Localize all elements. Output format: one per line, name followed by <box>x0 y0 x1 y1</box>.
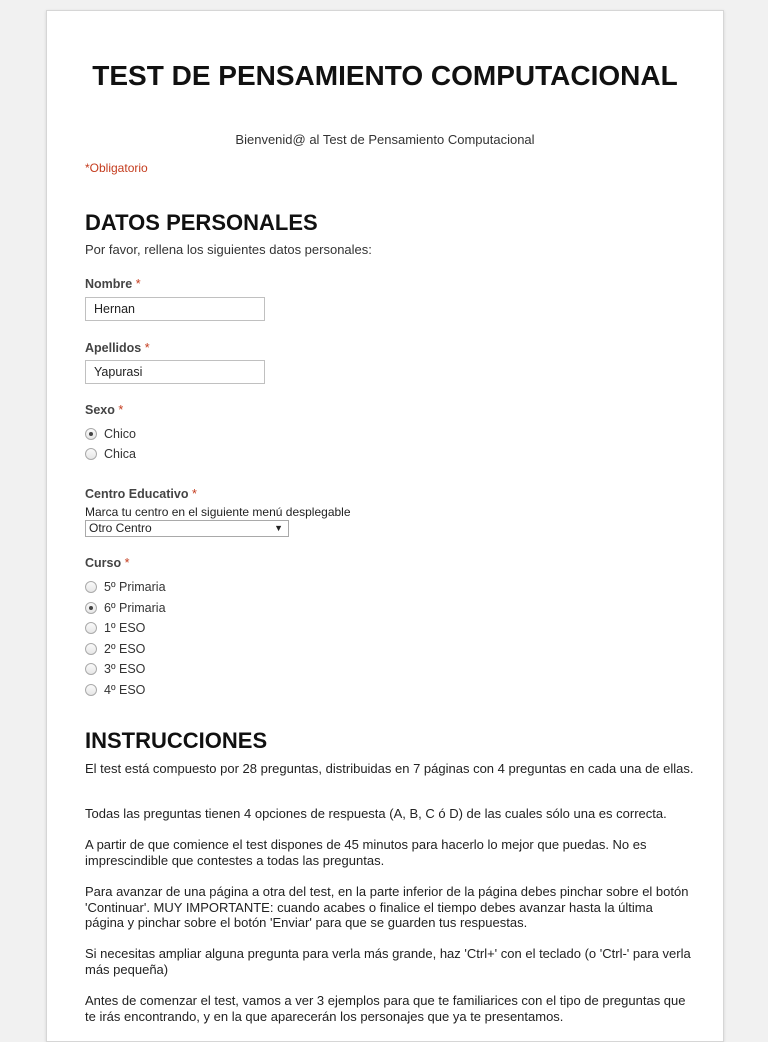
radio-label: Chico <box>104 427 136 441</box>
section-title-datos-personales: DATOS PERSONALES <box>85 210 318 235</box>
radio-option-4-eso[interactable] <box>85 683 145 697</box>
question-label-curso <box>85 556 129 570</box>
radio-option-2-eso[interactable] <box>85 642 145 656</box>
instruction-paragraph: El test está compuesto por 28 preguntas, distribuidas en 7 páginas con 4 preguntas en cada una de ellas. <box>85 761 694 776</box>
required-mark: * <box>118 403 124 417</box>
radio-option-1-eso[interactable] <box>85 621 145 635</box>
section-title-instrucciones: INSTRUCCIONES <box>85 728 268 753</box>
radio-button[interactable] <box>85 448 97 460</box>
question-title: Sexo <box>85 403 115 417</box>
question-title: Curso <box>85 556 122 570</box>
radio-label: 1º ESO <box>104 621 146 635</box>
radio-option-chica[interactable] <box>85 447 136 461</box>
required-mark: * <box>191 487 197 501</box>
question-label-centro <box>85 487 197 501</box>
required-note: *Obligatorio <box>85 161 148 175</box>
radio-button[interactable] <box>85 622 97 634</box>
required-mark: * <box>135 277 141 291</box>
instruction-paragraph: Antes de comenzar el test, vamos a ver 3 ejemplos para que te familiarices con el tipo de preguntas que te irás encontrando, y en la que aparecerán los personajes que ya te presentamos. <box>85 993 686 1024</box>
dropdown-arrow-icon: ▼ <box>274 523 283 533</box>
question-help-centro: Marca tu centro en el siguiente menú desplegable <box>85 505 351 519</box>
centro-select[interactable] <box>85 520 289 537</box>
radio-option-6-primaria[interactable] <box>85 601 166 615</box>
question-label-apellidos <box>85 341 150 355</box>
radio-option-chico[interactable] <box>85 427 136 441</box>
radio-option-3-eso[interactable] <box>85 662 145 676</box>
form-description: Bienvenid@ al Test de Pensamiento Computacional <box>235 132 535 147</box>
radio-option-5-primaria[interactable] <box>85 580 166 594</box>
radio-label: 6º Primaria <box>104 601 166 615</box>
radio-button[interactable] <box>85 684 97 696</box>
radio-button-checked[interactable] <box>85 428 97 440</box>
required-mark: * <box>144 341 150 355</box>
apellidos-input[interactable] <box>85 360 265 384</box>
instruction-paragraph: Para avanzar de una página a otra del test, en la parte inferior de la página debes pinchar sobre el botón 'Continuar'. MUY IMPORTANTE: cuando acabes o finalice el tiempo debes avanzar hasta la última página y pinchar sobre el botón 'Enviar' para que se guarden tus respuestas. <box>85 884 689 930</box>
select-value: Otro Centro <box>89 521 152 535</box>
radio-label: 5º Primaria <box>104 580 166 594</box>
radio-button[interactable] <box>85 643 97 655</box>
radio-button[interactable] <box>85 581 97 593</box>
question-title: Centro Educativo <box>85 487 189 501</box>
section-description-datos-personales: Por favor, rellena los siguientes datos personales: <box>85 242 372 257</box>
radio-button-checked[interactable] <box>85 602 97 614</box>
radio-label: 3º ESO <box>104 662 146 676</box>
question-title: Apellidos <box>85 341 142 355</box>
form-title: TEST DE PENSAMIENTO COMPUTACIONAL <box>92 60 678 91</box>
required-mark: * <box>124 556 130 570</box>
instruction-paragraph: Todas las preguntas tienen 4 opciones de respuesta (A, B, C ó D) de las cuales sólo una es correcta. <box>85 806 667 821</box>
question-label-sexo <box>85 403 123 417</box>
question-label-nombre <box>85 277 141 291</box>
radio-label: 2º ESO <box>104 642 146 656</box>
instruction-paragraph: A partir de que comience el test dispones de 45 minutos para hacerlo lo mejor que puedas. No es imprescindible que contestes a todas las preguntas. <box>85 837 647 868</box>
nombre-input[interactable] <box>85 297 265 321</box>
radio-label: Chica <box>104 447 136 461</box>
form-sheet <box>46 10 724 1042</box>
instruction-paragraph: Si necesitas ampliar alguna pregunta para verla más grande, haz 'Ctrl+' con el teclado (o 'Ctrl-' para verla más pequeña) <box>85 946 691 977</box>
radio-label: 4º ESO <box>104 683 146 697</box>
question-title: Nombre <box>85 277 133 291</box>
radio-button[interactable] <box>85 663 97 675</box>
